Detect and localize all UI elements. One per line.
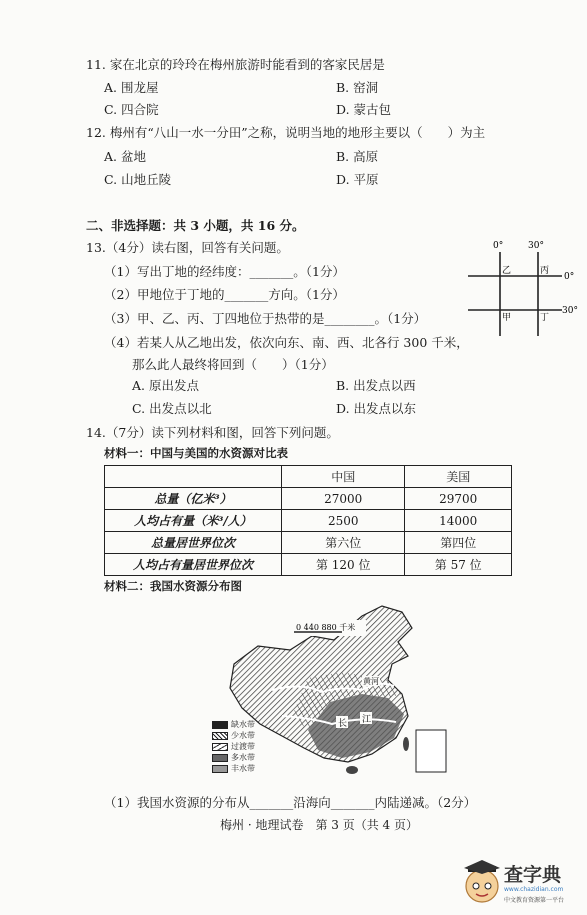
hainan-island (346, 766, 358, 774)
q12-option-b: B. 高原 (336, 149, 379, 164)
table-cell: 总量（亿米³） (105, 488, 282, 510)
table-header-row (105, 466, 512, 488)
lat-lon-grid-figure (462, 236, 582, 346)
logo-title: 查字典 (504, 864, 562, 886)
point-yi: 乙 (502, 266, 512, 276)
q13-option-c: C. 出发点以北 (132, 401, 212, 416)
chazidian-logo (462, 858, 584, 912)
lon-label-30: 30° (528, 241, 544, 251)
logo-url: www.chazidian.com (504, 886, 564, 893)
legend-item (212, 763, 255, 774)
taiwan-island (403, 737, 409, 751)
lon-label-0: 0° (493, 241, 504, 251)
mascot-icon (462, 860, 502, 906)
table-cell: 14000 (405, 510, 512, 532)
table-cell: 第 57 位 (405, 554, 512, 576)
q12-option-d: D. 平原 (336, 172, 379, 187)
page-footer: 梅州 · 地理试卷 第 3 页（共 4 页） (220, 818, 418, 832)
legend-item (212, 719, 255, 730)
legend-swatch (212, 743, 228, 751)
table-header-cell: 中国 (282, 466, 405, 488)
legend-label: 多水带 (231, 753, 255, 762)
q11-stem: 11. 家在北京的玲玲在梅州旅游时能看到的客家民居是 (86, 57, 385, 72)
point-ding: 丁 (540, 313, 550, 323)
map-scale: 0 440 880 千米 (296, 623, 356, 632)
q13-sub4: （4）若某人从乙地出发，依次向东、南、西、北各行 300 千米， (104, 335, 469, 350)
table-cell: 2500 (282, 510, 405, 532)
legend-swatch (212, 765, 228, 773)
water-resource-table (104, 465, 512, 576)
table-cell: 人均占有量（米³/人） (105, 510, 282, 532)
q12-option-c: C. 山地丘陵 (104, 172, 172, 187)
q13-option-b: B. 出发点以西 (336, 378, 416, 393)
q12-option-a: A. 盆地 (104, 149, 146, 164)
q11-option-a: A. 围龙屋 (104, 80, 159, 95)
legend-label: 少水带 (231, 731, 255, 740)
label-yellow-river: 黄河 (363, 677, 379, 686)
material2-title: 材料二：我国水资源分布图 (104, 579, 242, 593)
point-bing: 丙 (540, 266, 550, 276)
q14-sub1: （1）我国水资源的分布从_______沿海向_______内陆递减。（2分） (104, 795, 477, 810)
table-cell: 总量居世界位次 (105, 532, 282, 554)
legend-label: 丰水带 (231, 764, 255, 773)
legend-label: 过渡带 (231, 742, 255, 751)
legend-swatch (212, 732, 228, 740)
logo-subtitle: 中文教育资源第一平台 (504, 897, 565, 904)
table-cell: 人均占有量居世界位次 (105, 554, 282, 576)
point-jia: 甲 (502, 313, 512, 323)
table-header-cell (105, 466, 282, 488)
legend-label: 缺水带 (231, 720, 255, 729)
material1-title: 材料一：中国与美国的水资源对比表 (104, 446, 288, 460)
legend-item (212, 741, 255, 752)
table-row (105, 532, 512, 554)
lat-label-30: 30° (562, 306, 578, 316)
table-cell: 29700 (405, 488, 512, 510)
q11-option-c: C. 四合院 (104, 102, 159, 117)
legend-swatch (212, 754, 228, 762)
q13-option-d: D. 出发点以东 (336, 401, 417, 416)
legend-swatch (212, 721, 228, 729)
table-row (105, 510, 512, 532)
south-sea-inset (416, 730, 446, 772)
q13-sub4-cont: 那么此人最终将回到（ ）（1分） (132, 357, 334, 372)
legend-item (212, 752, 255, 763)
q13-stem: 13.（4分）读右图，回答有关问题。 (86, 240, 289, 255)
table-row (105, 488, 512, 510)
table-cell: 第四位 (405, 532, 512, 554)
q13-sub3: （3）甲、乙、丙、丁四地位于热带的是________。（1分） (104, 311, 427, 326)
q13-sub1: （1）写出丁地的经纬度：_______。（1分） (104, 264, 345, 279)
table-cell: 第 120 位 (282, 554, 405, 576)
q11-option-d: D. 蒙古包 (336, 102, 392, 117)
table-header-cell: 美国 (405, 466, 512, 488)
label-jiang: 江 (362, 715, 372, 725)
table-cell: 27000 (282, 488, 405, 510)
table-row (105, 554, 512, 576)
lat-label-0: 0° (564, 272, 575, 282)
q14-stem: 14.（7分）读下列材料和图，回答下列问题。 (86, 425, 339, 440)
q12-stem: 12. 梅州有“八山一水一分田”之称，说明当地的地形主要以（ ）为主 (86, 125, 486, 140)
legend-item (212, 730, 255, 741)
q13-sub2: （2）甲地位于丁地的_______方向。（1分） (104, 287, 345, 302)
section-title: 二、非选择题：共 3 小题，共 16 分。 (86, 218, 305, 233)
china-water-map (212, 598, 452, 778)
q11-option-b: B. 窑洞 (336, 80, 379, 95)
label-chang: 长 (338, 719, 348, 729)
q13-option-a: A. 原出发点 (132, 378, 199, 393)
table-cell: 第六位 (282, 532, 405, 554)
